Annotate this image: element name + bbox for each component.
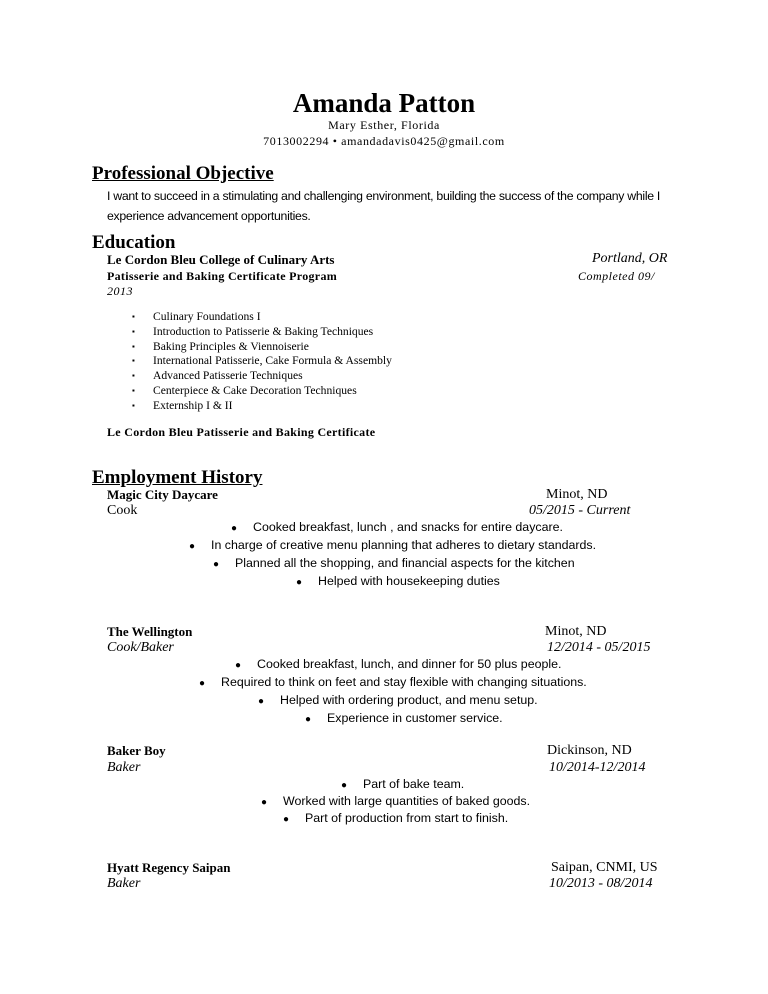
employer-location: Saipan, CNMI, US <box>551 860 658 875</box>
bullet-icon: ● <box>258 696 265 707</box>
list-item: ● Cooked breakfast, lunch, and dinner for 50 plus people. <box>235 657 562 671</box>
list-item: ▪ Baking Principles & Viennoiserie <box>132 340 392 355</box>
bullet-icon: ● <box>283 814 290 825</box>
course-list <box>132 310 392 414</box>
program-year: 2013 <box>107 284 133 298</box>
list-item: ▪ Externship I & II <box>132 399 392 414</box>
list-item: ● Helped with housekeeping duties <box>296 574 500 588</box>
contact-line: 7013002294 • amandadavis0425@gmail.com <box>263 134 505 148</box>
job-dates: 05/2015 - Current <box>529 503 631 518</box>
list-item: ▪ Culinary Foundations I <box>132 310 392 325</box>
job-role: Cook <box>107 503 138 518</box>
education-heading: Education <box>92 232 176 253</box>
list-item: ● Required to think on feet and stay flexible with changing situations. <box>199 675 587 689</box>
job-role: Baker <box>107 876 141 891</box>
bullet-icon: ● <box>261 797 268 808</box>
list-item: ▪ International Patisserie, Cake Formula & Assembly <box>132 354 392 369</box>
list-item: ▪ Introduction to Patisserie & Baking Techniques <box>132 325 392 340</box>
objective-text: I want to succeed in a stimulating and challenging environment, building the success of the company while I experience advancement opportunities. <box>107 189 661 223</box>
list-item: ▪ Centerpiece & Cake Decoration Techniques <box>132 384 392 399</box>
school-location: Portland, OR <box>592 251 668 266</box>
bullet-icon: ● <box>231 523 238 534</box>
bullet-icon: ● <box>305 714 312 725</box>
employer-name: Baker Boy <box>107 743 166 758</box>
job-role: Baker <box>107 760 141 775</box>
job-dates: 12/2014 - 05/2015 <box>547 640 651 655</box>
employer-location: Dickinson, ND <box>547 743 632 758</box>
list-item: ▪ Advanced Patisserie Techniques <box>132 369 392 384</box>
job-role: Cook/Baker <box>107 640 174 655</box>
list-item: ● In charge of creative menu planning that adheres to dietary standards. <box>189 538 597 552</box>
school-name: Le Cordon Bleu College of Culinary Arts <box>107 252 335 267</box>
list-item: ● Cooked breakfast, lunch , and snacks for entire daycare. <box>231 520 563 534</box>
program-name: Patisserie and Baking Certificate Program <box>107 269 338 283</box>
employer-location: Minot, ND <box>546 487 608 502</box>
bullet-icon: ● <box>199 678 206 689</box>
list-item: ● Planned all the shopping, and financial aspects for the kitchen <box>213 556 575 570</box>
address-line: Mary Esther, Florida <box>328 118 440 132</box>
list-item: ● Worked with large quantities of baked goods. <box>261 794 531 808</box>
list-item: ● Helped with ordering product, and menu setup. <box>258 693 538 707</box>
bullet-icon: ● <box>235 660 242 671</box>
employer-name: The Wellington <box>107 624 193 639</box>
program-completed: Completed 09/ <box>578 269 655 283</box>
list-item: ● Experience in customer service. <box>305 711 503 725</box>
resume-name: Amanda Patton <box>292 88 476 118</box>
bullet-icon: ● <box>341 780 348 791</box>
bullet-icon: ● <box>213 559 220 570</box>
list-item: ● Part of bake team. <box>341 777 465 791</box>
list-item: ● Part of production from start to finish. <box>283 811 509 825</box>
bullet-icon: ● <box>296 577 303 588</box>
certificate-name: Le Cordon Bleu Patisserie and Baking Certificate <box>107 425 376 439</box>
bullet-icon: ● <box>189 541 196 552</box>
employer-name: Hyatt Regency Saipan <box>107 860 231 875</box>
job-dates: 10/2014-12/2014 <box>549 760 646 775</box>
employment-heading: Employment History <box>92 467 263 488</box>
employer-location: Minot, ND <box>545 624 607 639</box>
job-dates: 10/2013 - 08/2014 <box>549 876 653 891</box>
employer-name: Magic City Daycare <box>107 487 218 502</box>
objective-heading: Professional Objective <box>92 163 274 184</box>
